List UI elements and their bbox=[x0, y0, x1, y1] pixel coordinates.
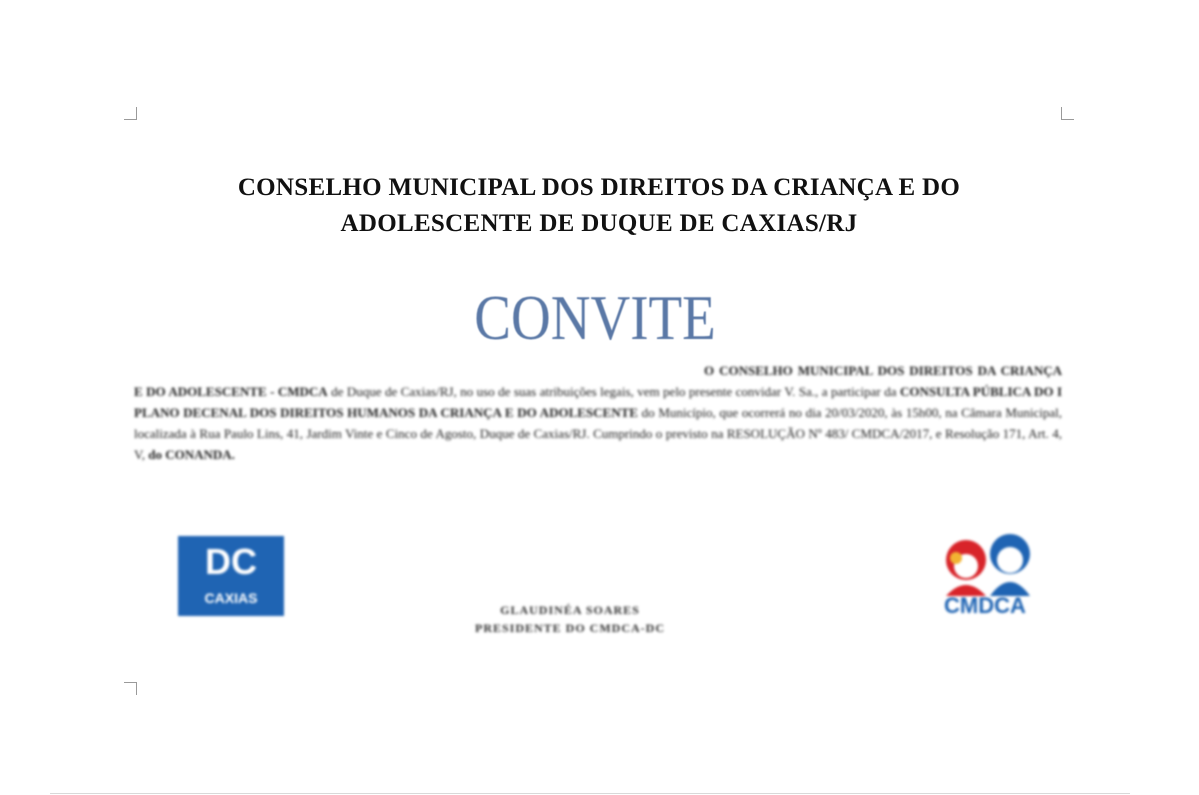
margin-corner-bottom-left bbox=[124, 682, 137, 695]
signature-name: GLAUDINÉA SOARES bbox=[500, 603, 640, 617]
cmdca-children-icon bbox=[930, 530, 1040, 596]
logo-dc-subtitle: CAXIAS bbox=[204, 590, 258, 606]
signature-block bbox=[420, 601, 720, 637]
invitation-body bbox=[134, 360, 1062, 465]
logo-dc-letters: DC bbox=[205, 541, 257, 582]
body-part-2: do Município, que ocorrerá no dia 20/03/2020, às 15h00, na Câmara Municipal, localizada à Rua Paulo Lins, 41, Jardim Vinte e Cinco de Agosto, Duque de Caxias/RJ. Cumprindo o previsto na RESOLUÇÃO Nº 483/ CMDCA/2017, e Resolução 171, Art. 4, V, bbox=[134, 405, 1063, 462]
heading-line-1: CONSELHO MUNICIPAL DOS DIREITOS DA CRIANÇA E DO bbox=[237, 174, 961, 201]
bottom-divider bbox=[50, 793, 1130, 794]
body-lead: O CONSELHO MUNICIPAL DOS DIREITOS DA CRIANÇA E DO ADOLESCENTE - CMDCA bbox=[134, 363, 1062, 399]
signature-role: PRESIDENTE DO CMDCA-DC bbox=[474, 621, 665, 635]
duque-de-caxias-logo bbox=[178, 536, 284, 616]
cmdca-logo bbox=[930, 530, 1040, 620]
body-bold-2: do CONANDA. bbox=[148, 447, 235, 462]
body-part-1: de Duque de Caxias/RJ, no uso de suas atribuições legais, vem pelo presente convidar V. Sa., a participar da bbox=[331, 384, 897, 399]
body-bold-1: CONSULTA PÚBLICA DO I PLANO DECENAL DOS DIREITOS HUMANOS DA CRIANÇA E DO ADOLESCENTE bbox=[134, 384, 1063, 420]
margin-corner-top-right bbox=[1061, 107, 1074, 120]
document-title: CONVITE bbox=[474, 282, 716, 353]
document-heading bbox=[140, 170, 1058, 242]
cmdca-wordmark: CMDCA bbox=[944, 593, 1026, 618]
margin-corner-top-left bbox=[124, 107, 137, 120]
heading-line-2: ADOLESCENTE DE DUQUE DE CAXIAS/RJ bbox=[340, 210, 858, 237]
